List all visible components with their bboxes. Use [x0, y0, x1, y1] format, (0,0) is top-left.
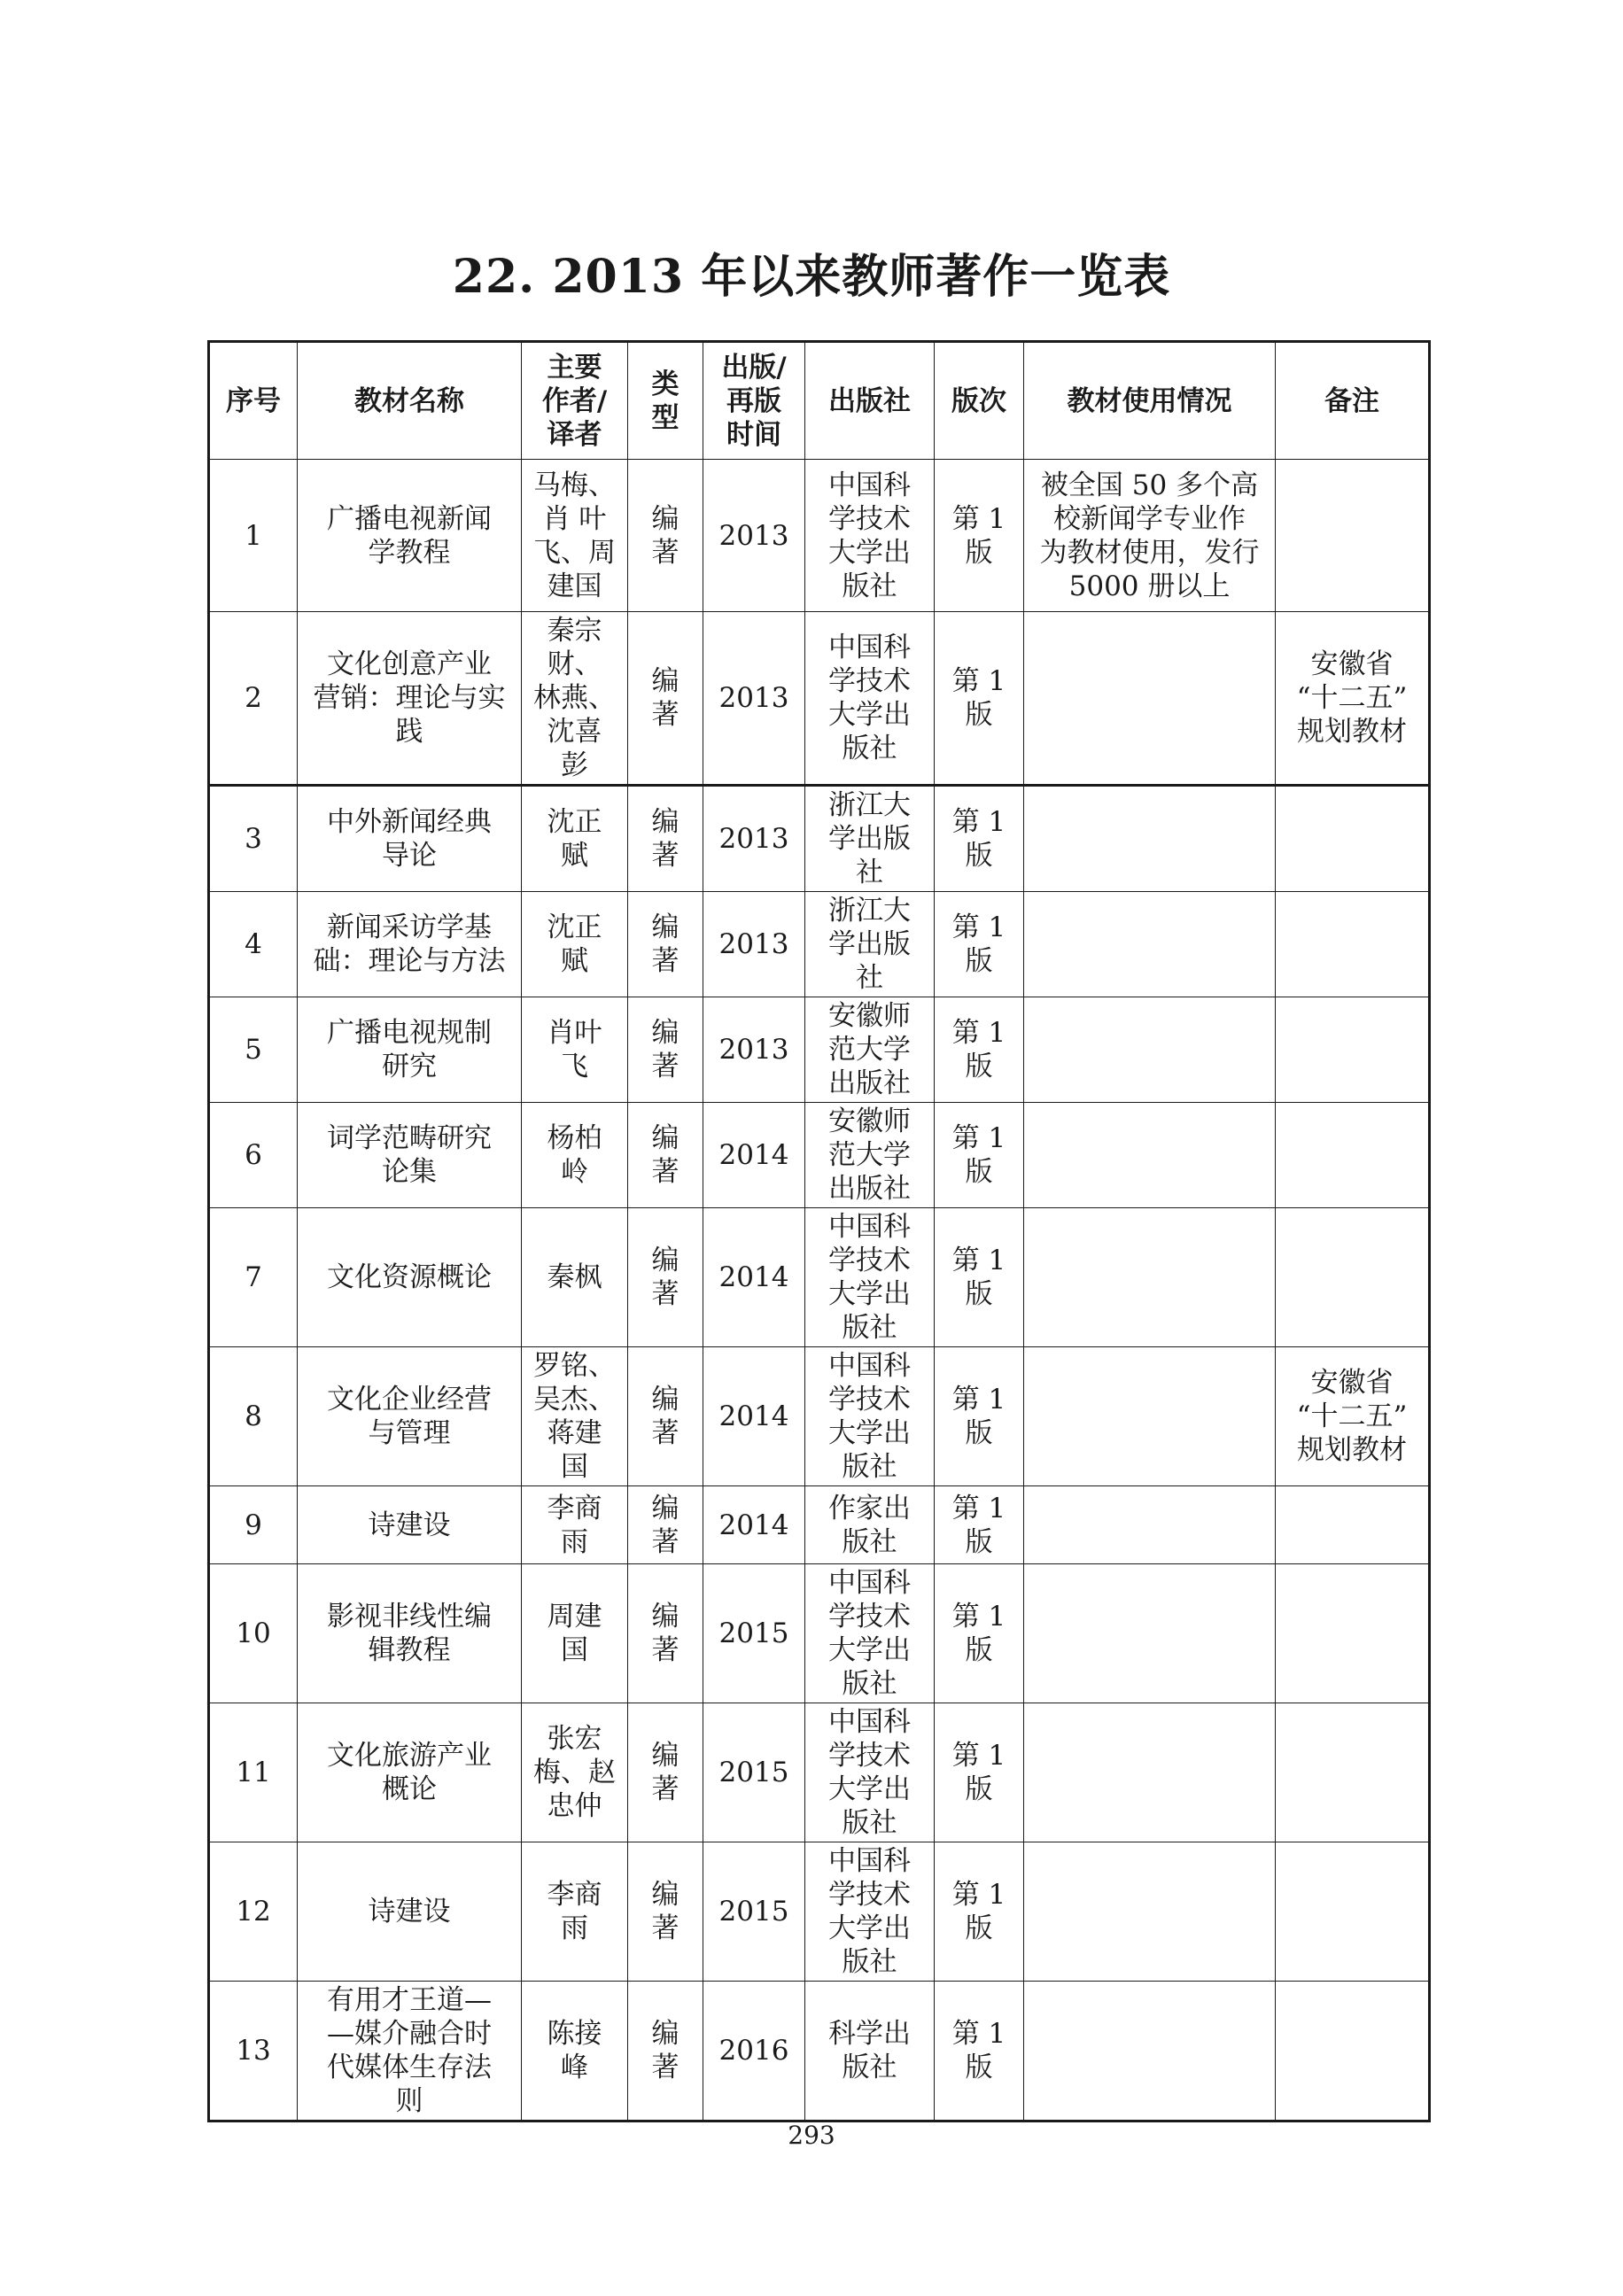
- table-cell: 编 著: [628, 460, 703, 612]
- table-cell: 诗建设: [298, 1486, 522, 1564]
- table-cell: 中国科 学技术 大学出 版社: [805, 1564, 935, 1703]
- table-row: [209, 1347, 1430, 1486]
- table-cell: [1024, 1982, 1276, 2121]
- table-cell: 2013: [703, 997, 805, 1103]
- table-cell: 12: [209, 1842, 298, 1982]
- table-cell: 第 1 版: [935, 460, 1024, 612]
- table-cell: 第 1 版: [935, 1347, 1024, 1486]
- table-cell: [1024, 892, 1276, 997]
- table-cell: 肖叶 飞: [522, 997, 628, 1103]
- header-cell: 版次: [935, 342, 1024, 460]
- table-cell: [1276, 1103, 1430, 1208]
- table-cell: 2016: [703, 1982, 805, 2121]
- table-cell: 文化旅游产业 概论: [298, 1703, 522, 1842]
- table-cell: 安徽师 范大学 出版社: [805, 1103, 935, 1208]
- table-row: [209, 1564, 1430, 1703]
- table-cell: [1024, 997, 1276, 1103]
- table-cell: 秦枫: [522, 1208, 628, 1347]
- works-table: [207, 340, 1431, 2122]
- table-cell: 2014: [703, 1347, 805, 1486]
- table-cell: 科学出 版社: [805, 1982, 935, 2121]
- header-cell: 教材名称: [298, 342, 522, 460]
- table-cell: 编 著: [628, 612, 703, 786]
- header-cell: 教材使用情况: [1024, 342, 1276, 460]
- table-cell: 编 著: [628, 1347, 703, 1486]
- table-cell: [1024, 1564, 1276, 1703]
- table-cell: 沈正 赋: [522, 892, 628, 997]
- table-cell: 安徽省 “十二五” 规划教材: [1276, 612, 1430, 786]
- table-cell: 第 1 版: [935, 1103, 1024, 1208]
- table-cell: 中国科 学技术 大学出 版社: [805, 1842, 935, 1982]
- table-cell: 中国科 学技术 大学出 版社: [805, 1347, 935, 1486]
- table-cell: [1276, 892, 1430, 997]
- table-row: [209, 1208, 1430, 1347]
- table-row: [209, 1842, 1430, 1982]
- table-cell: 中国科 学技术 大学出 版社: [805, 1208, 935, 1347]
- table-cell: 2: [209, 612, 298, 786]
- table-cell: 诗建设: [298, 1842, 522, 1982]
- table-cell: 沈正 赋: [522, 786, 628, 892]
- table-cell: 第 1 版: [935, 1564, 1024, 1703]
- table-cell: [1276, 1564, 1430, 1703]
- header-cell: 出版社: [805, 342, 935, 460]
- table-cell: 6: [209, 1103, 298, 1208]
- table-cell: 2014: [703, 1103, 805, 1208]
- table-cell: 被全国 50 多个高 校新闻学专业作 为教材使用，发行 5000 册以上: [1024, 460, 1276, 612]
- table-cell: 李商 雨: [522, 1486, 628, 1564]
- table-cell: 2013: [703, 612, 805, 786]
- table-cell: 词学范畴研究 论集: [298, 1103, 522, 1208]
- table-row: [209, 460, 1430, 612]
- table-cell: 文化资源概论: [298, 1208, 522, 1347]
- table-row: [209, 1486, 1430, 1564]
- table-cell: 第 1 版: [935, 612, 1024, 786]
- table-cell: 安徽省 “十二五” 规划教材: [1276, 1347, 1430, 1486]
- table-cell: [1024, 1703, 1276, 1842]
- table-cell: 张宏 梅、赵 忠仲: [522, 1703, 628, 1842]
- header-cell: 主要 作者/ 译者: [522, 342, 628, 460]
- table-row: [209, 892, 1430, 997]
- table-cell: 文化企业经营 与管理: [298, 1347, 522, 1486]
- table-cell: 4: [209, 892, 298, 997]
- table-row: [209, 1982, 1430, 2121]
- table-cell: 编 著: [628, 1486, 703, 1564]
- table-cell: 2013: [703, 460, 805, 612]
- page-title: 22. 2013 年以来教师著作一览表: [452, 250, 1171, 304]
- table-cell: [1024, 612, 1276, 786]
- table-row: [209, 786, 1430, 892]
- table-cell: [1276, 997, 1430, 1103]
- table-cell: 编 著: [628, 1982, 703, 2121]
- table-cell: [1276, 460, 1430, 612]
- table-cell: 安徽师 范大学 出版社: [805, 997, 935, 1103]
- table-cell: 中国科 学技术 大学出 版社: [805, 460, 935, 612]
- table-row: [209, 997, 1430, 1103]
- table-cell: 陈接 峰: [522, 1982, 628, 2121]
- table-cell: 中外新闻经典 导论: [298, 786, 522, 892]
- table-row: [209, 1103, 1430, 1208]
- table-cell: 浙江大 学出版 社: [805, 892, 935, 997]
- table-cell: 秦宗 财、 林燕、 沈喜 彭: [522, 612, 628, 786]
- header-cell: 类 型: [628, 342, 703, 460]
- table-cell: [1024, 1486, 1276, 1564]
- table-cell: 2013: [703, 786, 805, 892]
- table-cell: 编 著: [628, 786, 703, 892]
- table-cell: 3: [209, 786, 298, 892]
- header-cell: 序号: [209, 342, 298, 460]
- table-cell: [1024, 786, 1276, 892]
- table-cell: 11: [209, 1703, 298, 1842]
- table-cell: 7: [209, 1208, 298, 1347]
- table-cell: 5: [209, 997, 298, 1103]
- table-cell: 编 著: [628, 1842, 703, 1982]
- table-cell: 第 1 版: [935, 997, 1024, 1103]
- table-cell: 编 著: [628, 1564, 703, 1703]
- table-cell: 编 著: [628, 997, 703, 1103]
- table-row: [209, 1703, 1430, 1842]
- table-cell: [1024, 1842, 1276, 1982]
- table-cell: [1276, 1842, 1430, 1982]
- table-cell: 第 1 版: [935, 1703, 1024, 1842]
- table-cell: 周建 国: [522, 1564, 628, 1703]
- table-cell: 13: [209, 1982, 298, 2121]
- table-cell: 编 著: [628, 1703, 703, 1842]
- table-cell: [1276, 1982, 1430, 2121]
- table-cell: 罗铭、 吴杰、 蒋建 国: [522, 1347, 628, 1486]
- table-cell: 作家出 版社: [805, 1486, 935, 1564]
- table-cell: 1: [209, 460, 298, 612]
- table-cell: 编 著: [628, 1208, 703, 1347]
- table-cell: 第 1 版: [935, 1486, 1024, 1564]
- table-cell: 编 著: [628, 892, 703, 997]
- page-number: 293: [788, 2121, 835, 2150]
- table-cell: 文化创意产业 营销：理论与实 践: [298, 612, 522, 786]
- table-cell: 第 1 版: [935, 1208, 1024, 1347]
- table-cell: 第 1 版: [935, 1982, 1024, 2121]
- table-cell: 新闻采访学基 础：理论与方法: [298, 892, 522, 997]
- table-cell: [1024, 1103, 1276, 1208]
- table-cell: 9: [209, 1486, 298, 1564]
- table-cell: [1276, 1703, 1430, 1842]
- table-row: [209, 612, 1430, 786]
- table-cell: 第 1 版: [935, 1842, 1024, 1982]
- table-cell: 杨柏 岭: [522, 1103, 628, 1208]
- header-row: [209, 342, 1430, 460]
- header-cell: 出版/ 再版 时间: [703, 342, 805, 460]
- table-cell: 2013: [703, 892, 805, 997]
- table-cell: 浙江大 学出版 社: [805, 786, 935, 892]
- table-cell: 李商 雨: [522, 1842, 628, 1982]
- table-cell: [1276, 786, 1430, 892]
- table-cell: 第 1 版: [935, 892, 1024, 997]
- table-cell: 第 1 版: [935, 786, 1024, 892]
- table-cell: 中国科 学技术 大学出 版社: [805, 1703, 935, 1842]
- table-cell: 10: [209, 1564, 298, 1703]
- header-cell: 备注: [1276, 342, 1430, 460]
- table-cell: 2015: [703, 1842, 805, 1982]
- table-cell: 编 著: [628, 1103, 703, 1208]
- table-cell: [1276, 1208, 1430, 1347]
- table-cell: 2015: [703, 1564, 805, 1703]
- table-cell: [1024, 1347, 1276, 1486]
- table-cell: [1276, 1486, 1430, 1564]
- table-cell: 2014: [703, 1208, 805, 1347]
- table-cell: 2014: [703, 1486, 805, 1564]
- table-cell: 中国科 学技术 大学出 版社: [805, 612, 935, 786]
- table-cell: 影视非线性编 辑教程: [298, 1564, 522, 1703]
- table-cell: 2015: [703, 1703, 805, 1842]
- table-cell: 广播电视规制 研究: [298, 997, 522, 1103]
- table-cell: 有用才王道— —媒介融合时 代媒体生存法 则: [298, 1982, 522, 2121]
- table-cell: [1024, 1208, 1276, 1347]
- table-cell: 广播电视新闻 学教程: [298, 460, 522, 612]
- table-cell: 8: [209, 1347, 298, 1486]
- table-cell: 马梅、 肖 叶 飞、周 建国: [522, 460, 628, 612]
